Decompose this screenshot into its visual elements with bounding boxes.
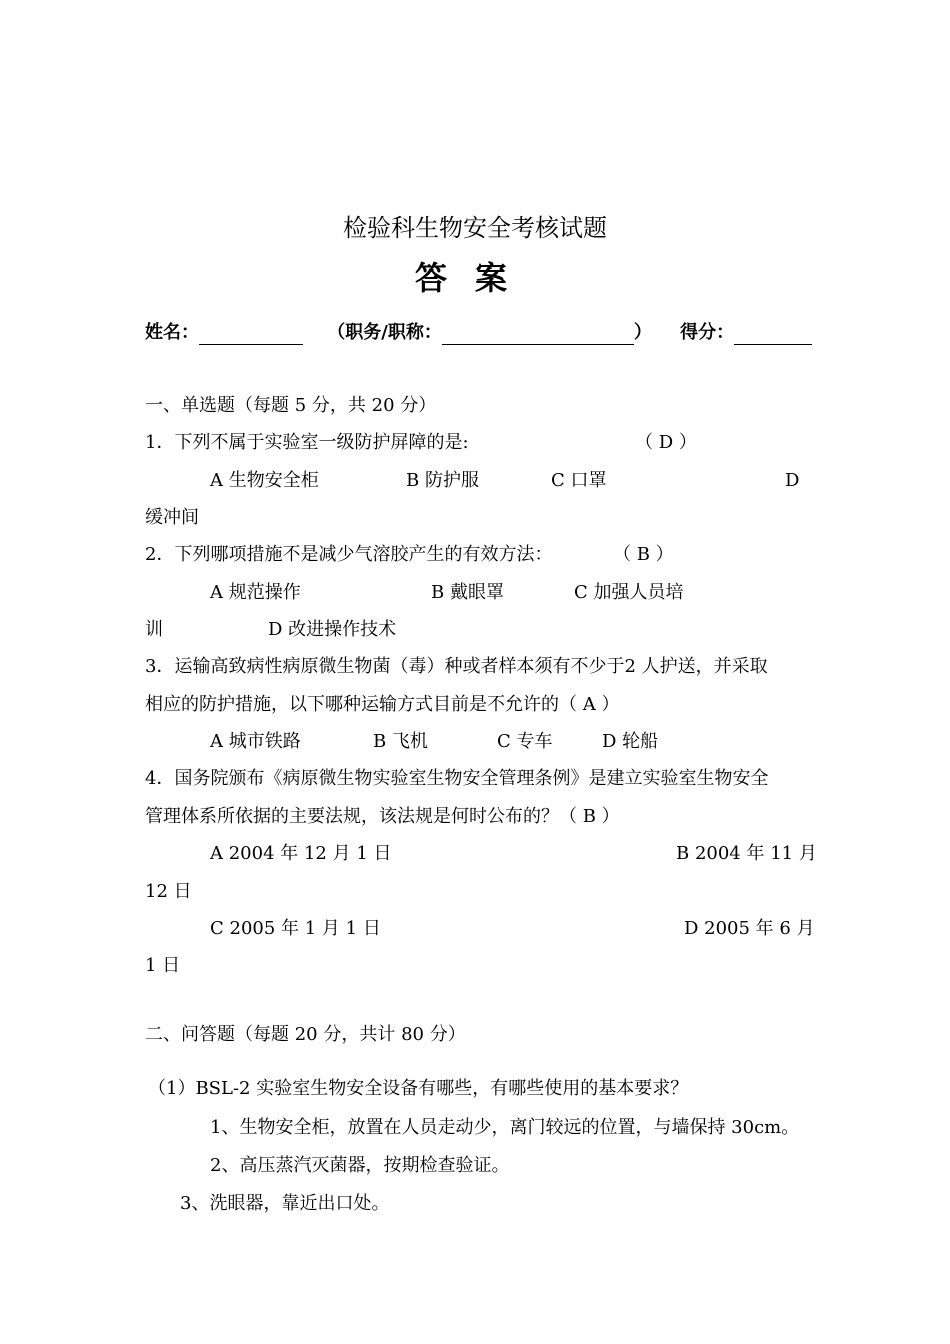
q3-option-c: C 专车 — [497, 731, 553, 752]
q1-text: 1．下列不属于实验室一级防护屏障的是: — [145, 432, 469, 453]
score-label: 得分： — [680, 322, 735, 343]
q5-text: （1）BSL-2 实验室生物安全设备有哪些，有哪些使用的基本要求？ — [148, 1078, 689, 1099]
q4-option-d: D 2005 年 6 月 — [684, 918, 815, 939]
q2-option-a: A 规范操作 — [210, 582, 301, 603]
q2-option-d: D 改进操作技术 — [268, 619, 397, 640]
name-label: 姓名： — [145, 322, 199, 343]
q2-answer: （ B ） — [613, 544, 674, 565]
q2-option-c-cont: 训 — [145, 619, 163, 640]
score-blank — [734, 324, 812, 345]
q4-option-b-cont: 12 日 — [145, 881, 192, 902]
section1-header: 一、单选题（每题 5 分，共 20 分） — [145, 395, 437, 416]
q5-item-1: 1、生物安全柜，放置在人员走动少，离门较远的位置，与墙保持 30cm。 — [210, 1117, 800, 1138]
q4-text-line2: 管理体系所依据的主要法规，该法规是何时公布的？（ B ） — [145, 806, 620, 827]
info-row — [145, 321, 812, 345]
q1-option-c: C 口罩 — [551, 470, 607, 491]
q2-text: 2．下列哪项措施不是减少气溶胶产生的有效方法： — [145, 544, 553, 565]
q5-item-3: 3、洗眼器，靠近出口处。 — [180, 1193, 390, 1214]
q5-item-2: 2、高压蒸汽灭菌器，按期检查验证。 — [210, 1155, 510, 1176]
q4-text-line1: 4．国务院颁布《病原微生物实验室生物安全管理条例》是建立实验室生物安全 — [145, 768, 769, 789]
q4-option-b: B 2004 年 11 月 — [676, 843, 817, 864]
q4-option-d-cont: 1 日 — [145, 955, 181, 976]
q3-option-d: D 轮船 — [602, 731, 659, 752]
position-blank — [442, 324, 634, 345]
q1-option-a: A 生物安全柜 — [210, 470, 319, 491]
q3-text-line2: 相应的防护措施，以下哪种运输方式目前是不允许的（ A ） — [145, 694, 620, 715]
name-blank — [199, 324, 303, 345]
position-label: （职务/职称： — [327, 322, 442, 343]
q3-option-a: A 城市铁路 — [210, 731, 301, 752]
q1-answer: （ D ） — [635, 432, 697, 453]
q1-option-b: B 防护服 — [406, 470, 479, 491]
document-title: 检验科生物安全考核试题 — [343, 214, 607, 242]
q3-option-b: B 飞机 — [373, 731, 428, 752]
q4-option-c: C 2005 年 1 月 1 日 — [210, 918, 381, 939]
q1-option-d-cont: 缓冲间 — [145, 507, 199, 528]
q2-option-c: C 加强人员培 — [574, 582, 684, 603]
q4-option-a: A 2004 年 12 月 1 日 — [210, 843, 392, 864]
q3-text-line1: 3．运输高致病性病原微生物菌（毒）种或者样本须有不少于2 人护送，并采取 — [145, 656, 768, 677]
section2-header: 二、问答题（每题 20 分，共计 80 分） — [145, 1024, 466, 1045]
q2-option-b: B 戴眼罩 — [431, 582, 504, 603]
answer-heading: 答案 — [414, 259, 535, 297]
q1-option-d: D — [785, 470, 800, 491]
position-close: ） — [633, 322, 652, 343]
